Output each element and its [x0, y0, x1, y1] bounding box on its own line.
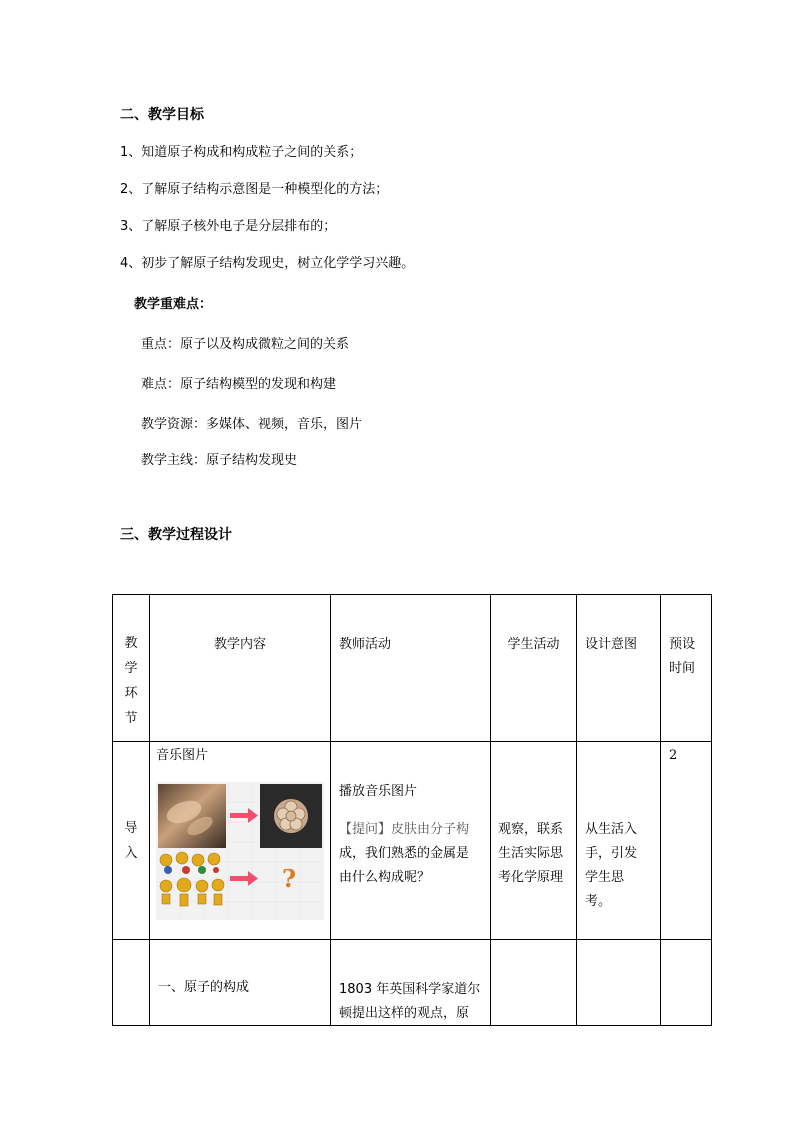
- header-stage: 教 学 环 节: [124, 636, 138, 726]
- key-point: 重点：原子以及构成微粒之间的关系: [141, 337, 350, 352]
- question-mark-icon: ?: [281, 864, 297, 893]
- key-point: 教学主线：原子结构发现史: [141, 453, 298, 468]
- content-title: 音乐图片: [156, 748, 209, 763]
- design-intent: 从生活入 手，引发 学生思 考。: [585, 822, 638, 909]
- key-point: 难点：原子结构模型的发现和构建: [141, 377, 337, 392]
- goal-item: 3、了解原子核外电子是分层排布的；: [120, 219, 337, 234]
- table-row: [113, 940, 712, 1026]
- header-time: 预设 时间: [669, 637, 696, 676]
- key-point: 教学资源：多媒体、视频，音乐，图片: [141, 417, 363, 432]
- preset-time: 2: [669, 748, 678, 763]
- teacher-activity-text: 1803 年英国科学家道尔 顿提出这样的观点，原: [339, 982, 481, 1021]
- header-student: 学生活动: [507, 637, 560, 652]
- header-intent: 设计意图: [585, 637, 638, 652]
- teacher-activity-text: 成，我们熟悉的金属是 由什么构成呢？: [339, 846, 470, 885]
- intro-image: [156, 782, 324, 920]
- section-heading-process: 三、教学过程设计: [120, 527, 232, 543]
- teaching-process-table: [112, 594, 712, 1026]
- teacher-activity-play: 播放音乐图片: [339, 784, 418, 799]
- stage-label: 导 入: [124, 821, 138, 861]
- teacher-activity-prompt: 【提问】皮肤由分子构: [339, 822, 470, 837]
- goal-item: 1、知道原子构成和构成粒子之间的关系；: [120, 145, 363, 160]
- goal-item: 4、初步了解原子结构发现史，树立化学学习兴趣。: [120, 256, 415, 271]
- student-activity: 观察，联系 生活实际思 考化学原理: [498, 822, 564, 885]
- skin-photo: [158, 784, 226, 848]
- key-points-heading: 教学重难点：: [134, 297, 213, 312]
- section-heading-goals: 二、教学目标: [120, 107, 204, 123]
- molecule-picture: [260, 784, 322, 848]
- table-header-row: [113, 595, 712, 742]
- header-teacher: 教师活动: [339, 637, 392, 652]
- goal-item: 2、了解原子结构示意图是一种模型化的方法；: [120, 182, 389, 197]
- table-row: [113, 742, 712, 940]
- header-content: 教学内容: [213, 637, 266, 652]
- content-title: 一、原子的构成: [158, 980, 250, 995]
